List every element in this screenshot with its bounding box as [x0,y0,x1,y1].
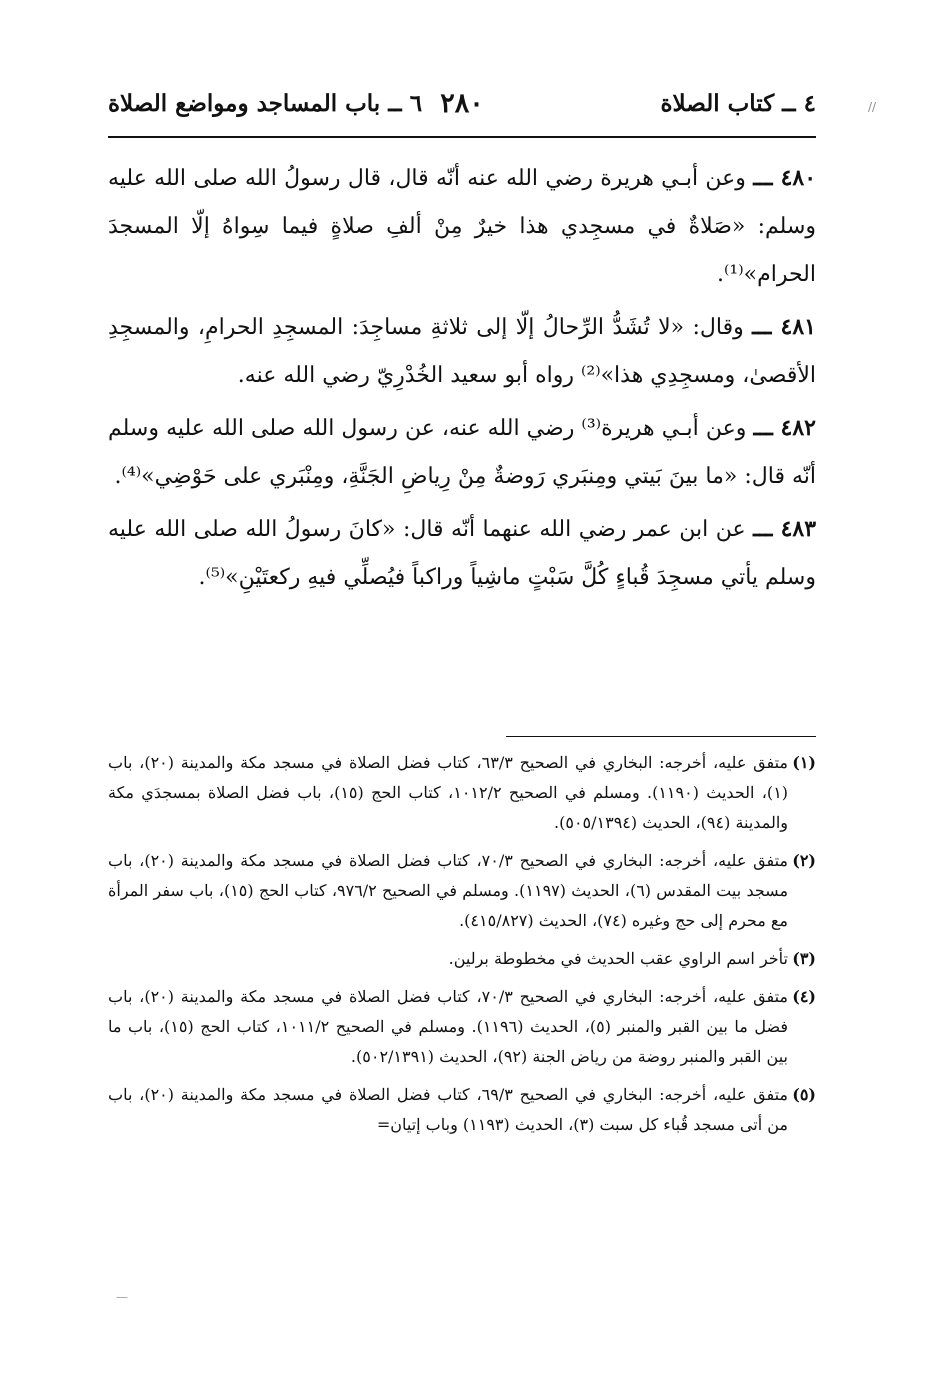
footnote-text: تأخر اسم الراوي عقب الحديث في مخطوطة برلين. [448,949,788,968]
hadith-text: عن ابن عمر رضي الله عنهما أنّه قال: «كانَ رسولُ الله صلى الله عليه وسلم يأتي مسجِدَ قُباءٍ كُلَّ سَبْتٍ ماشِياً وراكباً فيُصلِّي فيهِ ركعتَيْنِ»⁽⁵⁾. [108,517,816,590]
footnote-divider [506,736,816,737]
header-chapter: ٤ ــ كتاب الصلاة [660,90,816,117]
footnote-5 [108,1080,816,1140]
main-text [108,154,816,606]
hadith-number: ٤٨٠ ـــ [753,165,817,191]
footnote-mark: (٣) [792,949,816,968]
hadith-text: وعن أبـي هريرة رضي الله عنه أنّه قال، قال رسولُ الله صلى الله عليه وسلم: «صَلاةٌ في مسجِدي هذا خيرٌ مِنْ ألفِ صلاةٍ فيما سِواهُ إلّا المسجدَ الحرام»⁽¹⁾. [108,166,816,287]
footnote-text: متفق عليه، أخرجه: البخاري في الصحيح ٧٠/٣، كتاب فضل الصلاة في مسجد مكة والمدينة (٢٠)، باب مسجد بيت المقدس (٦)، الحديث (١١٩٧). ومسلم في الصحيح ٩٧٦/٢، كتاب الحج (١٥)، باب سفر المرأة مع محرم إلى حج وغيره (٧٤)، الحديث (٤١٥/٨٢٧). [108,851,789,930]
hadith-483 [108,505,816,602]
header-divider [108,136,816,138]
page-number: ٢٨٠ [440,88,484,119]
hadith-text: وعن أبـي هريرة⁽³⁾ رضي الله عنه، عن رسول الله صلى الله عليه وسلم أنّه قال: «ما بينَ بَيتي ومِنبَري رَوضةٌ مِنْ رِياضِ الجَنَّةِ، ومِنْبَري على حَوْضِي»⁽⁴⁾. [108,416,816,489]
hadith-480 [108,154,816,299]
footnote-mark: (١) [792,753,816,772]
running-header [108,90,816,132]
hadith-number: ٤٨٣ ـــ [753,516,817,542]
footnote-mark: (٥) [792,1085,816,1104]
hadith-481 [108,303,816,400]
hadith-text: وقال: «لا تُشَدُّ الرِّحالُ إلّا إلى ثلاثةِ مساجِدَ: المسجِدِ الحرامِ، والمسجِدِ الأقصىٰ، ومسجِدِي هذا»⁽²⁾ رواه أبو سعيد الخُدْرِيّ رضي الله عنه. [108,315,816,388]
footnote-text: متفق عليه، أخرجه: البخاري في الصحيح ٦٩/٣، كتاب فضل الصلاة في مسجد مكة والمدينة (٢٠)، باب من أتى مسجد قُباء كل سبت (٣)، الحديث (١١٩٣) وباب إتيان= [108,1085,788,1134]
footnote-mark: (٢) [792,851,816,870]
footnote-4 [108,982,816,1072]
hadith-number: ٤٨٢ ـــ [753,415,816,441]
footnote-2 [108,846,816,936]
hadith-482 [108,404,816,501]
footnotes [108,748,816,1148]
footnote-mark: (٤) [792,987,816,1006]
hadith-number: ٤٨١ ـــ [752,314,816,340]
corner-mark: // [868,100,877,114]
footnote-3 [108,944,816,974]
footnote-1 [108,748,816,838]
scan-edge-mark: — [116,1290,128,1304]
footnote-text: متفق عليه، أخرجه: البخاري في الصحيح ٧٠/٣، كتاب فضل الصلاة في مسجد مكة والمدينة (٢٠)، باب فضل ما بين القبر والمنبر (٥)، الحديث (١١٩٦). ومسلم في الصحيح ١٠١١/٢، كتاب الحج (١٥)، باب ما بين القبر والمنبر روضة من رياض الجنة (٩٢)، الحديث (٥٠٢/١٣٩١). [108,987,788,1066]
footnote-text: متفق عليه، أخرجه: البخاري في الصحيح ٦٣/٣، كتاب فضل الصلاة في مسجد مكة والمدينة (٢٠)، باب (١)، الحديث (١١٩٠). ومسلم في الصحيح ١٠١٢/٢، كتاب الحج (١٥)، باب فضل الصلاة بمسجدَي مكة والمدينة (٩٤)، الحديث (٥٠٥/١٣٩٤). [108,753,789,832]
header-section: ٦ ــ باب المساجد ومواضع الصلاة [108,90,423,117]
